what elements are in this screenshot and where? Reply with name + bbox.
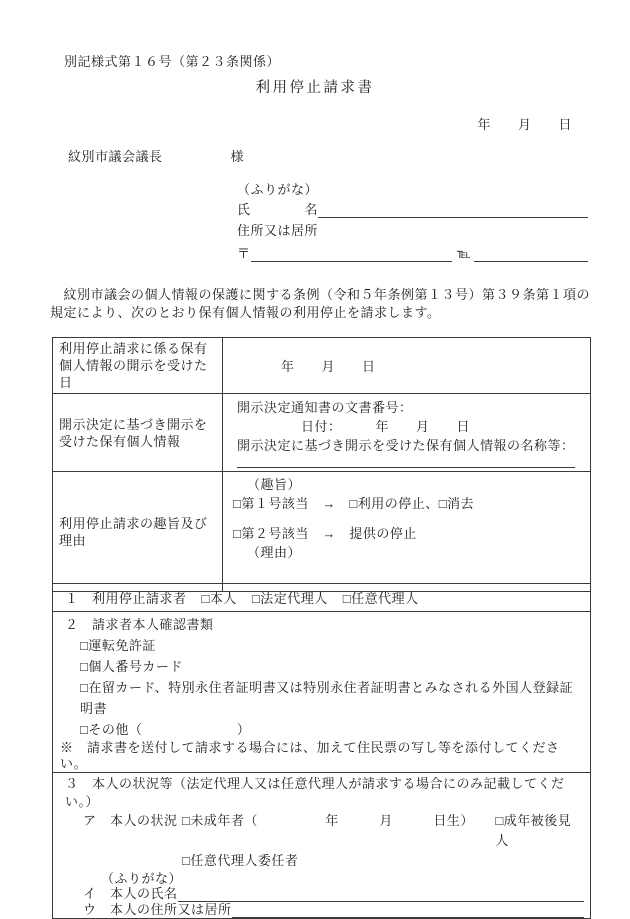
name-blank-line bbox=[318, 203, 588, 218]
doc-date-label: 日付： 年 月 日 bbox=[301, 419, 471, 434]
checkbox-other: □その他（ ） bbox=[80, 722, 251, 737]
addressee-name: 紋別市議会議長 bbox=[68, 149, 163, 164]
principal-name-blank-line bbox=[178, 888, 584, 902]
tel-mark: ℡ bbox=[456, 246, 472, 261]
principal-status-heading: ３ 本人の状況等（法定代理人又は任意代理人が請求する場合にのみ記載してくだい。） bbox=[65, 776, 565, 809]
checkbox-voluntary-delegator: □任意代理人委任者 bbox=[182, 853, 299, 868]
table-row bbox=[53, 472, 591, 592]
checkbox-mynumber-card: □個人番号カード bbox=[80, 659, 183, 674]
postal-tel-row bbox=[237, 244, 588, 262]
mailing-note: ※ 請求書を送付して請求する場合には、加えて住民票の写し等を添付してください。 bbox=[60, 740, 560, 771]
reason-label: （理由） bbox=[247, 545, 302, 560]
addressee-honorific: 様 bbox=[230, 149, 245, 164]
form-number: 別記様式第１６号（第２３条関係） bbox=[64, 54, 281, 69]
info-name-label: 開示決定に基づき開示を受けた保有個人情報の名称等： bbox=[237, 438, 575, 453]
principal-status-cell bbox=[53, 773, 591, 919]
furigana-label: （ふりがな） bbox=[237, 182, 319, 197]
date-field-top: 年 月 日 bbox=[477, 117, 572, 132]
table-row bbox=[53, 773, 591, 919]
purport-reason-cell bbox=[223, 472, 591, 592]
table-row bbox=[53, 612, 591, 773]
identity-documents-cell bbox=[53, 612, 591, 773]
disclosed-info-label: 開示決定に基づき開示を受けた保有個人情報 bbox=[53, 394, 223, 472]
principal-status-options bbox=[182, 811, 584, 871]
info-name-blank-line bbox=[237, 455, 575, 468]
checkbox-item1: □第１号該当 → □利用の停止、□消去 bbox=[233, 496, 475, 511]
requester-info-table bbox=[52, 583, 591, 919]
intro-paragraph: 紋別市議会の個人情報の保護に関する条例（令和５年条例第１３号）第３９条第１項の規定により、次のとおり保有個人情報の利用停止を請求します。 bbox=[50, 287, 591, 320]
status-option-line2 bbox=[182, 853, 298, 868]
requester-type-line bbox=[65, 588, 590, 607]
purport-reason-label: 利用停止請求の趣旨及び理由 bbox=[53, 472, 223, 592]
postal-blank-line bbox=[251, 247, 452, 262]
tel-blank-line bbox=[474, 247, 588, 262]
table-row bbox=[53, 584, 591, 612]
checkbox-minor: □未成年者（ 年 月 日生） bbox=[182, 813, 474, 828]
table-row bbox=[53, 394, 591, 472]
doc-number-label: 開示決定通知書の文書番号： bbox=[237, 400, 413, 415]
requester-type-label: １ 利用停止請求者 bbox=[65, 591, 187, 606]
purport-label: （趣旨） bbox=[247, 477, 302, 492]
disclosure-date-value: 年 月 日 bbox=[223, 338, 591, 394]
name-field-row bbox=[237, 200, 588, 218]
checkbox-legal-representative: □法定代理人 bbox=[251, 591, 328, 606]
checkbox-drivers-license: □運転免許証 bbox=[80, 638, 156, 653]
address-label: 住所又は居所 bbox=[237, 223, 319, 238]
checkbox-item2: □第２号該当 → 提供の停止 bbox=[233, 526, 417, 541]
checkbox-adult-ward: □成年被後見人 bbox=[495, 813, 572, 848]
principal-status-label: ア 本人の状況 bbox=[83, 813, 178, 828]
checkbox-voluntary-representative: □任意代理人 bbox=[342, 591, 419, 606]
principal-address-row bbox=[83, 902, 584, 918]
status-option-line1 bbox=[182, 811, 584, 851]
request-details-table bbox=[52, 337, 591, 592]
name-label: 氏 名 bbox=[237, 202, 319, 217]
requester-type-cell bbox=[53, 584, 591, 612]
furigana-label-2: （ふりがな） bbox=[101, 871, 183, 886]
applicant-block bbox=[237, 181, 588, 262]
identity-documents-heading: ２ 請求者本人確認書類 bbox=[65, 617, 214, 632]
table-row bbox=[53, 338, 591, 394]
principal-address-label: ウ 本人の住所又は居所 bbox=[83, 902, 232, 917]
checkbox-self: □本人 bbox=[201, 591, 237, 606]
principal-status-row bbox=[83, 811, 584, 871]
principal-address-blank-line bbox=[232, 904, 584, 918]
disclosure-date-label: 利用停止請求に係る保有個人情報の開示を受けた日 bbox=[53, 338, 223, 394]
page-title: 利用停止請求書 bbox=[255, 80, 375, 96]
checkbox-residence-card: □在留カード、特別永住者証明書又は特別永住者証明書とみなされる外国人登録証明書 bbox=[80, 680, 574, 716]
addressee-line bbox=[68, 146, 244, 165]
principal-name-label: イ 本人の氏名 bbox=[83, 886, 178, 901]
disclosed-info-cell bbox=[223, 394, 591, 472]
postal-mark: 〒 bbox=[237, 246, 251, 261]
